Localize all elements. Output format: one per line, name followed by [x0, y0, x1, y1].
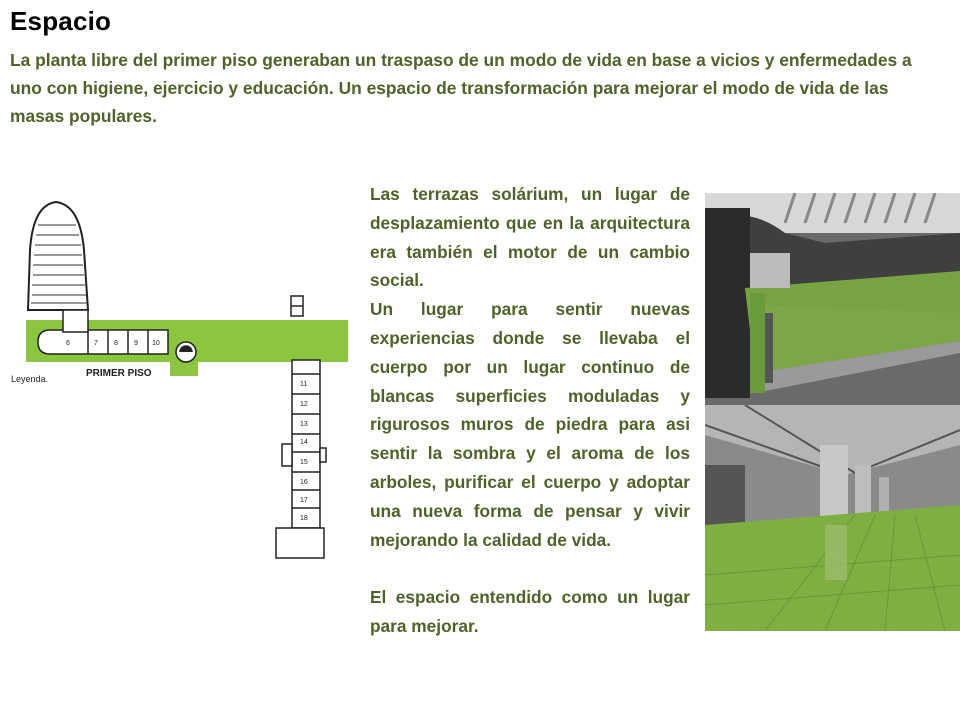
- room-number: 15: [300, 459, 308, 466]
- terrace-photo: [705, 193, 960, 405]
- intro-paragraph: La planta libre del primer piso generaban un traspaso de un modo de vida en base a vicios y enfermedades a uno con higiene, ejercicio y educación. Un espacio de transformación para mejorar el modo de vida de las masas populares.: [10, 50, 912, 126]
- plan-label: PRIMER PISO: [86, 368, 152, 379]
- body-text: [370, 180, 690, 641]
- room-number: 18: [300, 515, 308, 522]
- room-number: 12: [300, 401, 308, 408]
- legend-label: Leyenda.: [11, 374, 49, 384]
- room-number: 9: [134, 340, 138, 347]
- floor-plan: [8, 190, 368, 590]
- room-number: 16: [300, 479, 308, 486]
- body-paragraph-1: Las terrazas solárium, un lugar de desplazamiento que en la arquitectura era también el motor de un cambio social.: [370, 184, 690, 291]
- room-number: 8: [114, 340, 118, 347]
- body-paragraph-3: El espacio entendido como un lugar para mejorar.: [370, 587, 690, 636]
- room-number: 13: [300, 421, 308, 428]
- room-number: 11: [300, 381, 308, 388]
- auditorium-shape: [28, 202, 88, 310]
- walkway-photo: [705, 405, 960, 631]
- body-paragraph-2: Un lugar para sentir nuevas experiencias donde se llevaba el cuerpo por un lugar continuo de blancas superficies moduladas y rigurosos muros de piedra para asi sentir la sombra y el aroma de los arboles, purificar el cuerpo y adoptar una nueva forma de pensar y vivir mejorando la calidad de vida.: [370, 299, 690, 550]
- room-number: 17: [300, 497, 308, 504]
- room-number: 10: [152, 340, 160, 347]
- room-number: 6: [66, 340, 70, 347]
- room-number: 7: [94, 340, 98, 347]
- room-number: 14: [300, 439, 308, 446]
- page-title: Espacio: [10, 6, 112, 36]
